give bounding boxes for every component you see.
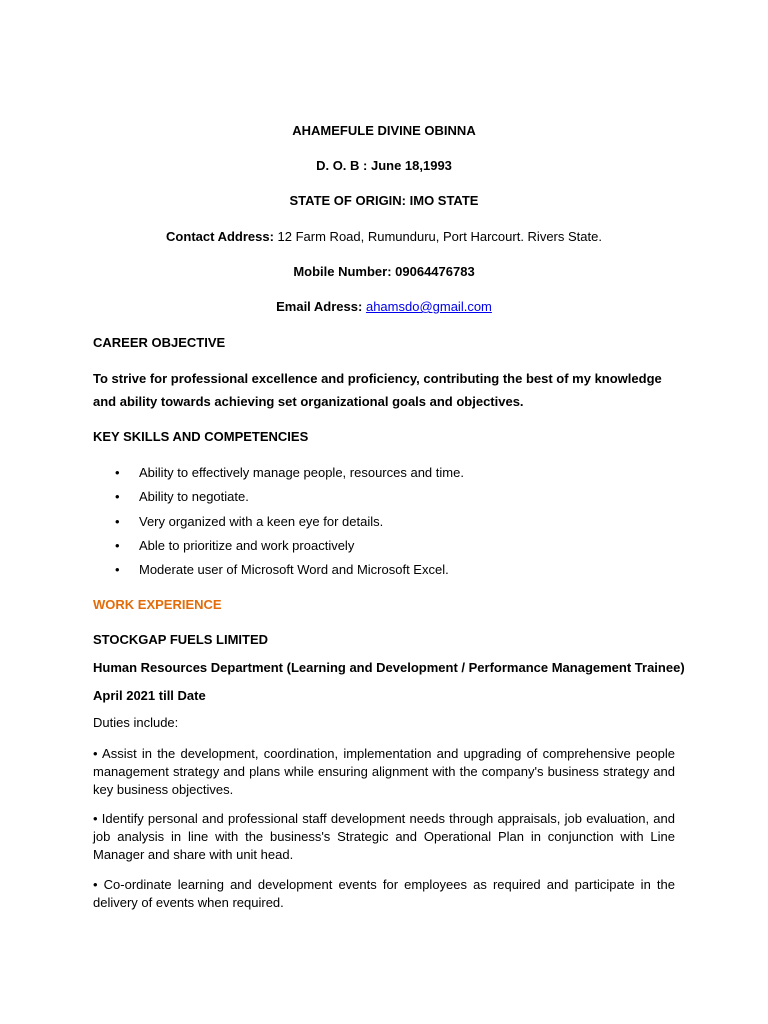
list-item <box>93 463 675 487</box>
list-item <box>93 487 675 511</box>
contact-address-label: Contact Address: <box>166 229 274 244</box>
skills-list <box>93 463 675 584</box>
career-objective-text: To strive for professional excellence and proficiency, contributing the best of my knowledge and ability towards achieving set organizational goals and objectives. <box>93 371 662 409</box>
date-of-birth: D. O. B : June 18,1993 <box>316 158 452 173</box>
job-role: Human Resources Department (Learning and Development / Performance Management Trainee) <box>93 660 685 675</box>
list-item <box>93 560 675 584</box>
duty-paragraph: • Co-ordinate learning and development events for employees as required and participate in the delivery of events when required. <box>93 877 675 910</box>
bullet-glyph: • <box>115 562 120 578</box>
work-experience-heading: WORK EXPERIENCE <box>93 597 222 612</box>
career-objective-heading: CAREER OBJECTIVE <box>93 335 226 350</box>
contact-address <box>0 229 768 244</box>
candidate-name: AHAMEFULE DIVINE OBINNA <box>292 123 476 138</box>
skill-text: Very organized with a keen eye for details. <box>139 513 384 529</box>
company-name: STOCKGAP FUELS LIMITED <box>93 632 269 647</box>
contact-address-value: 12 Farm Road, Rumunduru, Port Harcourt. Rivers State. <box>277 229 602 244</box>
employment-period: April 2021 till Date <box>93 688 206 703</box>
state-of-origin: STATE OF ORIGIN: IMO STATE <box>289 193 479 208</box>
email-address <box>0 299 768 314</box>
skill-text: Ability to effectively manage people, resources and time. <box>139 465 464 480</box>
duties-intro: Duties include: <box>93 715 179 730</box>
mobile-number: Mobile Number: 09064476783 <box>293 264 475 279</box>
bullet-glyph: • <box>115 489 120 505</box>
skill-text: Able to prioritize and work proactively <box>139 537 355 553</box>
duty-paragraph: • Identify personal and professional staff development needs through appraisals, job evaluation, and job analysis in line with the business's Strategic and Operational Plan in conjunction with Line Manager and share with unit head. <box>93 811 675 862</box>
email-label: Email Adress: <box>276 299 363 314</box>
bullet-glyph: • <box>115 465 120 480</box>
list-item <box>93 512 675 536</box>
bullet-glyph: • <box>115 513 120 529</box>
skill-text: Ability to negotiate. <box>139 489 249 505</box>
duty-paragraph: • Assist in the development, coordination, implementation and upgrading of comprehensive people management strategy and plans while ensuring alignment with the company's business strategy and key business objectives. <box>93 746 675 797</box>
email-link[interactable]: ahamsdo@gmail.com <box>365 299 492 314</box>
bullet-glyph: • <box>115 537 120 553</box>
skills-heading: KEY SKILLS AND COMPETENCIES <box>93 429 309 444</box>
skill-text: Moderate user of Microsoft Word and Microsoft Excel. <box>139 562 449 578</box>
list-item <box>93 536 675 560</box>
